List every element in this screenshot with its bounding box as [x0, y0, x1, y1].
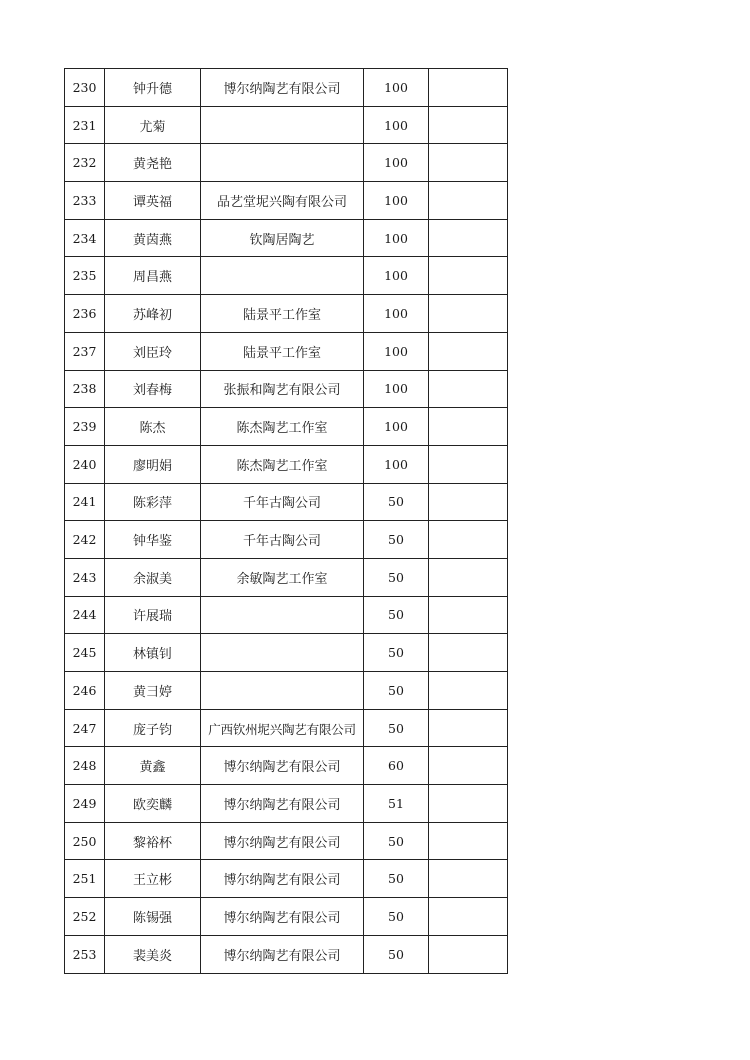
row-number-cell: 252	[65, 898, 105, 936]
amount-cell: 50	[364, 898, 429, 936]
company-cell: 余敏陶艺工作室	[201, 558, 364, 596]
note-cell	[429, 445, 508, 483]
table-row	[65, 370, 508, 408]
note-cell	[429, 672, 508, 710]
name-cell: 钟升德	[105, 69, 201, 107]
amount-cell: 100	[364, 69, 429, 107]
amount-cell: 100	[364, 370, 429, 408]
company-cell: 博尔纳陶艺有限公司	[201, 785, 364, 823]
amount-cell: 100	[364, 219, 429, 257]
note-cell	[429, 332, 508, 370]
company-cell: 陈杰陶艺工作室	[201, 408, 364, 446]
name-cell: 王立彬	[105, 860, 201, 898]
row-number-cell: 238	[65, 370, 105, 408]
amount-cell: 100	[364, 257, 429, 295]
table-row	[65, 219, 508, 257]
name-cell: 庞子钧	[105, 709, 201, 747]
amount-cell: 60	[364, 747, 429, 785]
amount-cell: 51	[364, 785, 429, 823]
row-number-cell: 232	[65, 144, 105, 182]
name-cell: 周昌燕	[105, 257, 201, 295]
name-cell: 余淑美	[105, 558, 201, 596]
company-cell: 品艺堂坭兴陶有限公司	[201, 182, 364, 220]
amount-cell: 50	[364, 558, 429, 596]
table-row	[65, 182, 508, 220]
amount-cell: 50	[364, 483, 429, 521]
company-cell: 博尔纳陶艺有限公司	[201, 822, 364, 860]
note-cell	[429, 596, 508, 634]
company-cell	[201, 106, 364, 144]
row-number-cell: 248	[65, 747, 105, 785]
row-number-cell: 237	[65, 332, 105, 370]
name-cell: 黄彐婷	[105, 672, 201, 710]
amount-cell: 50	[364, 822, 429, 860]
company-cell	[201, 672, 364, 710]
note-cell	[429, 935, 508, 973]
company-cell: 博尔纳陶艺有限公司	[201, 69, 364, 107]
company-cell: 钦陶居陶艺	[201, 219, 364, 257]
table-row	[65, 69, 508, 107]
table-row	[65, 408, 508, 446]
table-row	[65, 860, 508, 898]
company-cell	[201, 257, 364, 295]
company-cell: 千年古陶公司	[201, 521, 364, 559]
note-cell	[429, 182, 508, 220]
amount-cell: 50	[364, 521, 429, 559]
note-cell	[429, 69, 508, 107]
amount-cell: 100	[364, 408, 429, 446]
note-cell	[429, 521, 508, 559]
table-row	[65, 898, 508, 936]
note-cell	[429, 747, 508, 785]
name-cell: 黎裕杯	[105, 822, 201, 860]
table-row	[65, 257, 508, 295]
table-row	[65, 445, 508, 483]
note-cell	[429, 822, 508, 860]
table-row	[65, 785, 508, 823]
company-cell: 陈杰陶艺工作室	[201, 445, 364, 483]
name-cell: 黄鑫	[105, 747, 201, 785]
row-number-cell: 241	[65, 483, 105, 521]
row-number-cell: 242	[65, 521, 105, 559]
company-cell: 博尔纳陶艺有限公司	[201, 860, 364, 898]
name-cell: 苏峰初	[105, 295, 201, 333]
name-cell: 陈彩萍	[105, 483, 201, 521]
name-cell: 林镇钊	[105, 634, 201, 672]
amount-cell: 100	[364, 106, 429, 144]
table-row	[65, 521, 508, 559]
amount-cell: 50	[364, 634, 429, 672]
table-row	[65, 634, 508, 672]
note-cell	[429, 370, 508, 408]
table-row	[65, 935, 508, 973]
row-number-cell: 230	[65, 69, 105, 107]
row-number-cell: 247	[65, 709, 105, 747]
company-cell: 博尔纳陶艺有限公司	[201, 747, 364, 785]
name-cell: 裴美炎	[105, 935, 201, 973]
table-row	[65, 144, 508, 182]
name-cell: 许展瑞	[105, 596, 201, 634]
amount-cell: 50	[364, 672, 429, 710]
row-number-cell: 235	[65, 257, 105, 295]
name-cell: 刘春梅	[105, 370, 201, 408]
note-cell	[429, 257, 508, 295]
amount-cell: 50	[364, 709, 429, 747]
row-number-cell: 245	[65, 634, 105, 672]
note-cell	[429, 106, 508, 144]
name-cell: 尤菊	[105, 106, 201, 144]
company-cell	[201, 596, 364, 634]
amount-cell: 50	[364, 860, 429, 898]
company-cell: 陆景平工作室	[201, 332, 364, 370]
amount-cell: 100	[364, 445, 429, 483]
name-cell: 钟华鉴	[105, 521, 201, 559]
company-cell: 陆景平工作室	[201, 295, 364, 333]
row-number-cell: 240	[65, 445, 105, 483]
table-row	[65, 106, 508, 144]
name-cell: 谭英福	[105, 182, 201, 220]
name-cell: 刘臣玲	[105, 332, 201, 370]
amount-cell: 100	[364, 295, 429, 333]
row-number-cell: 253	[65, 935, 105, 973]
row-number-cell: 239	[65, 408, 105, 446]
row-number-cell: 231	[65, 106, 105, 144]
note-cell	[429, 408, 508, 446]
note-cell	[429, 295, 508, 333]
row-number-cell: 236	[65, 295, 105, 333]
amount-cell: 50	[364, 935, 429, 973]
note-cell	[429, 558, 508, 596]
table-body	[65, 69, 508, 974]
amount-cell: 100	[364, 182, 429, 220]
company-cell: 广西钦州坭兴陶艺有限公司	[201, 709, 364, 747]
name-cell: 陈锡强	[105, 898, 201, 936]
company-cell: 千年古陶公司	[201, 483, 364, 521]
company-cell	[201, 634, 364, 672]
name-cell: 欧奕麟	[105, 785, 201, 823]
table-row	[65, 332, 508, 370]
row-number-cell: 246	[65, 672, 105, 710]
row-number-cell: 234	[65, 219, 105, 257]
company-cell	[201, 144, 364, 182]
row-number-cell: 244	[65, 596, 105, 634]
note-cell	[429, 898, 508, 936]
table-row	[65, 295, 508, 333]
table-row	[65, 822, 508, 860]
note-cell	[429, 785, 508, 823]
name-cell: 廖明娟	[105, 445, 201, 483]
table-row	[65, 558, 508, 596]
company-cell: 博尔纳陶艺有限公司	[201, 935, 364, 973]
table-row	[65, 672, 508, 710]
amount-cell: 100	[364, 144, 429, 182]
note-cell	[429, 634, 508, 672]
table-row	[65, 709, 508, 747]
note-cell	[429, 709, 508, 747]
donation-table	[64, 68, 508, 974]
company-cell: 博尔纳陶艺有限公司	[201, 898, 364, 936]
company-cell: 张振和陶艺有限公司	[201, 370, 364, 408]
name-cell: 黄茵燕	[105, 219, 201, 257]
note-cell	[429, 219, 508, 257]
table-row	[65, 747, 508, 785]
note-cell	[429, 483, 508, 521]
row-number-cell: 250	[65, 822, 105, 860]
note-cell	[429, 144, 508, 182]
amount-cell: 50	[364, 596, 429, 634]
note-cell	[429, 860, 508, 898]
amount-cell: 100	[364, 332, 429, 370]
name-cell: 陈杰	[105, 408, 201, 446]
row-number-cell: 251	[65, 860, 105, 898]
row-number-cell: 243	[65, 558, 105, 596]
row-number-cell: 233	[65, 182, 105, 220]
name-cell: 黄尧艳	[105, 144, 201, 182]
row-number-cell: 249	[65, 785, 105, 823]
table-row	[65, 596, 508, 634]
table-row	[65, 483, 508, 521]
